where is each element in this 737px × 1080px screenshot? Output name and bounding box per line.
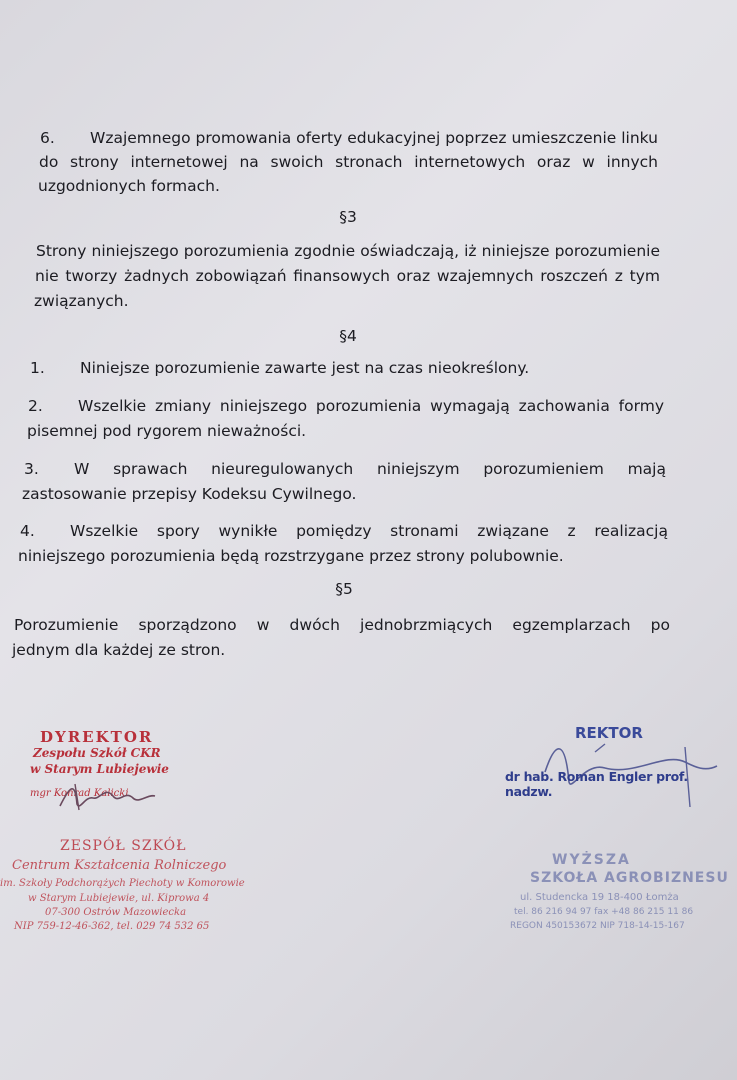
item-number: 2.: [28, 397, 43, 415]
dyrektor-sign: mgr Konrad Kalicki: [30, 788, 129, 799]
wyzsza-line4: REGON 450153672 NIP 718-14-15-167: [510, 921, 685, 931]
zespol-line5: NIP 759-12-46-362, tel. 029 74 532 65: [14, 921, 210, 932]
item-number: 4.: [20, 522, 35, 540]
section-4-item-2-line1: 2. Wszelkie zmiany niniejszego porozumienia wymagają zachowania formy: [28, 397, 664, 415]
dyrektor-title: DYREKTOR: [40, 728, 154, 746]
section-3-heading: §3: [339, 208, 357, 226]
section-4-item-1: 1. Niniejsze porozumienie zawarte jest na czas nieokreślony.: [30, 359, 530, 377]
rektor-title: REKTOR: [575, 724, 643, 742]
section-4-heading: §4: [339, 327, 357, 345]
paragraph-6-line1: 6. Wzajemnego promowania oferty edukacyjnej poprzez umieszczenie linku: [40, 129, 658, 147]
section-4-item-4-line2: niniejszego porozumienia będą rozstrzygane przez strony polubownie.: [18, 547, 564, 565]
item-number: 3.: [24, 460, 39, 478]
wyzsza-line3: tel. 86 216 94 97 fax +48 86 215 11 86: [514, 907, 694, 917]
zespol-line1: Centrum Kształcenia Rolniczego: [12, 858, 227, 873]
wyzsza-title: WYŻSZA: [552, 852, 631, 868]
dyrektor-line1: Zespołu Szkół CKR: [33, 746, 161, 760]
zespol-title: ZESPÓŁ SZKÓŁ: [60, 838, 187, 854]
item-number: 1.: [30, 359, 45, 377]
section-3-line2: nie tworzy żadnych zobowiązań finansowych oraz wzajemnych roszczeń z tym: [35, 267, 660, 285]
wyzsza-line1: SZKOŁA AGROBIZNESU: [530, 870, 729, 886]
dyrektor-signature-icon: [55, 776, 165, 816]
section-5-heading: §5: [335, 580, 353, 598]
rektor-name: dr hab. Roman Engler prof. nadzw.: [505, 769, 688, 799]
paragraph-6-line2: do strony internetowej na swoich stronach internetowych oraz w innych: [39, 153, 658, 171]
section-4-item-3-line1: 3. W sprawach nieuregulowanych niniejszym porozumieniem mają: [24, 460, 666, 478]
zespol-line4: 07-300 Ostrów Mazowiecka: [45, 907, 187, 918]
section-4-item-4-line1: 4. Wszelkie spory wynikłe pomiędzy stronami związane z realizacją: [20, 522, 668, 540]
section-4-item-2-line2: pisemnej pod rygorem nieważności.: [27, 422, 307, 440]
section-3-line3: związanych.: [34, 292, 129, 310]
section-5-line1: Porozumienie sporządzono w dwóch jednobrzmiących egzemplarzach po: [14, 616, 670, 634]
wyzsza-line2: ul. Studencka 19 18-400 Łomża: [520, 892, 679, 903]
dyrektor-line2: w Starym Lubiejewie: [30, 762, 169, 776]
zespol-line3: w Starym Lubiejewie, ul. Kiprowa 4: [28, 893, 210, 904]
paragraph-number: 6.: [40, 129, 55, 147]
section-4-item-3-line2: zastosowanie przepisy Kodeksu Cywilnego.: [22, 485, 357, 503]
section-5-line2: jednym dla każdej ze stron.: [12, 641, 226, 659]
zespol-line2: im. Szkoły Podchorążych Piechoty w Komorowie: [0, 878, 245, 889]
section-3-line1: Strony niniejszego porozumienia zgodnie oświadczają, iż niniejsze porozumienie: [36, 242, 660, 260]
paragraph-6-line3: uzgodnionych formach.: [38, 177, 220, 195]
